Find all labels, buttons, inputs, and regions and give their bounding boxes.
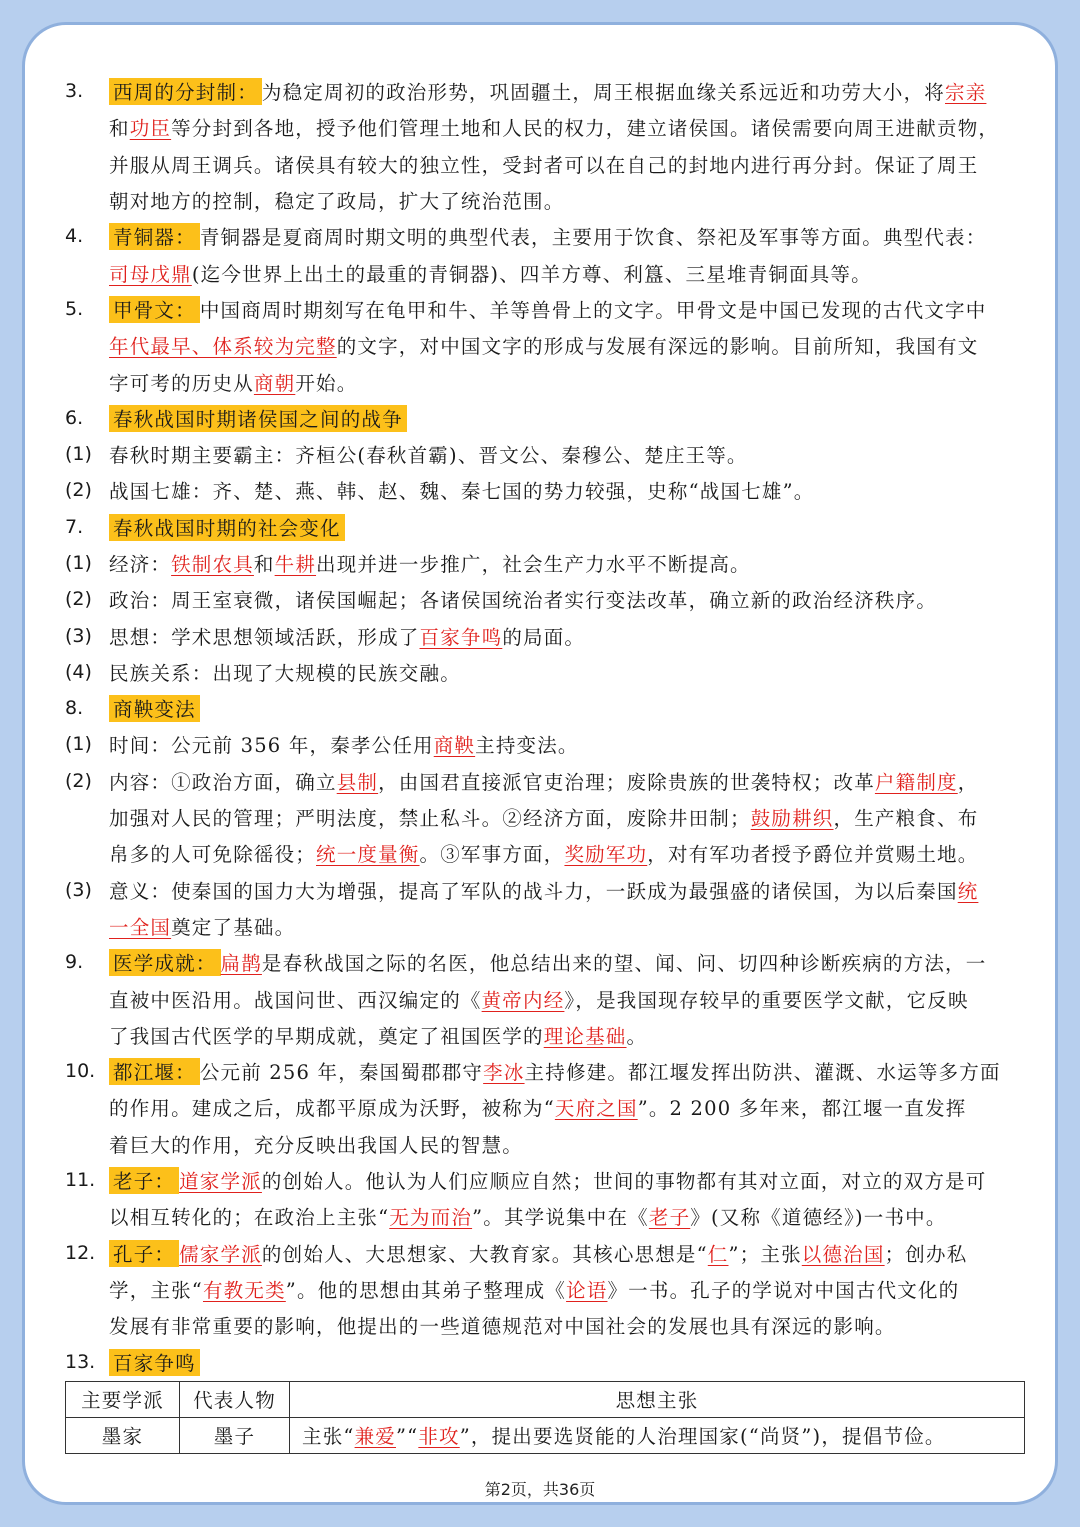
text: 的局面。 [502, 625, 586, 649]
item-number: 13. [65, 1350, 96, 1373]
text: 主持变法。 [475, 734, 579, 758]
table-header-cell: 代表人物 [180, 1381, 290, 1417]
document-page [22, 22, 1058, 1505]
keyword: 李冰 [483, 1061, 525, 1085]
keyword: 功臣 [129, 117, 172, 141]
text: 帛多的人可免除徭役； [109, 843, 317, 867]
text: 》一书。孔子的学说对中国古代文化的 [607, 1278, 960, 1302]
item-heading: 春秋战国时期诸侯国之间的战争 [109, 405, 407, 432]
item-number: 10. [65, 1060, 96, 1083]
item-12-line-3 [65, 1307, 1021, 1343]
text: (迄今世界上出土的最重的青铜器)、四羊方尊、利簋、三星堆青铜面具等。 [191, 262, 872, 286]
keyword: 奖励军功 [564, 843, 648, 867]
sub-number: (2) [65, 479, 92, 502]
item-number: 5. [65, 297, 84, 320]
text: 春秋时期主要霸主：齐桓公(春秋首霸)、晋文公、秦穆公、楚庄王等。 [109, 444, 748, 468]
item-5-line-1 [65, 291, 1021, 327]
schools-table [65, 1381, 1025, 1454]
table-cell-school: 墨家 [66, 1417, 180, 1453]
sub-number: (2) [65, 769, 92, 792]
item-heading: 孔子： [109, 1240, 179, 1267]
item-9-line-3 [65, 1017, 1021, 1053]
text: ”。他的思想由其弟子整理成《 [285, 1278, 567, 1302]
keyword: 一全国 [109, 915, 172, 939]
table-header-cell: 思想主张 [290, 1381, 1025, 1417]
keyword: 老子 [648, 1206, 691, 1230]
item-heading: 商鞅变法 [109, 695, 200, 722]
item-9-line-1 [65, 944, 1021, 980]
keyword: 仁 [707, 1242, 729, 1266]
keyword: 县制 [336, 770, 379, 794]
item-number: 11. [65, 1169, 96, 1192]
text: 是春秋战国之际的名医，他总结出来的望、闻、问、切四种诊断疾病的方法，一 [261, 952, 987, 976]
item-8-sub-2-line-2 [65, 799, 1021, 835]
item-8-sub-3-line-1 [65, 872, 1021, 908]
text: 意义：使秦国的国力大为增强，提高了军队的战斗力，一跃成为最强盛的诸侯国，为以后秦国 [109, 879, 958, 903]
keyword: 理论基础 [543, 1024, 627, 1048]
text: 经济： [109, 553, 172, 576]
item-heading: 医学成就： [109, 949, 221, 976]
text: 学，主张“ [109, 1278, 203, 1302]
item-number: 12. [65, 1241, 96, 1264]
keyword: 统一度量衡 [316, 843, 420, 867]
keyword: 鼓励耕织 [750, 807, 834, 831]
text: 的创始人。他认为人们应顺应自然；世间的事物都有其对立面，对立的双方是可 [261, 1170, 987, 1194]
table-cell-person: 墨子 [180, 1417, 290, 1453]
keyword: 兼爱 [354, 1425, 396, 1449]
item-heading: 甲骨文： [109, 296, 200, 323]
table-cell-idea [290, 1417, 1025, 1453]
item-number: 4. [65, 225, 84, 248]
text: ，对有军功者授予爵位并赏赐土地。 [647, 843, 979, 867]
item-8-sub-2-line-1 [65, 763, 1021, 799]
keyword: 统 [957, 879, 979, 903]
keyword: 百家争鸣 [419, 625, 503, 649]
keyword: 扁鹊 [220, 952, 262, 976]
keyword: 以德治国 [801, 1242, 885, 1266]
keyword: 论语 [566, 1278, 608, 1302]
page-content [65, 73, 1021, 1454]
text: 朝对地方的控制，稳定了政局，扩大了统治范围。 [109, 190, 565, 214]
item-11-line-2 [65, 1198, 1021, 1234]
item-7-heading [65, 509, 1021, 545]
item-10-line-2 [65, 1089, 1021, 1125]
item-8-heading [65, 690, 1021, 726]
text: 民族关系：出现了大规模的民族交融。 [109, 661, 461, 685]
item-number: 3. [65, 80, 84, 103]
item-8-sub-3-line-2 [65, 908, 1021, 944]
text: ，生产粮食、布 [833, 807, 979, 831]
keyword: 商鞅 [433, 734, 476, 758]
sub-number: (2) [65, 588, 92, 611]
text: 等分封到各地，授予他们管理土地和人民的权力，建立诸侯国。诸侯需要向周王进献贡物， [171, 117, 1000, 141]
text: 的文字，对中国文字的形成与发展有深远的影响。目前所知，我国有文 [336, 335, 979, 359]
text: ， [957, 770, 979, 794]
text: 的作用。建成之后，成都平原成为沃野，被称为“ [109, 1097, 555, 1121]
text: 和 [253, 553, 275, 576]
text: 加强对人民的管理；严明法度，禁止私斗。②经济方面，废除井田制； [109, 807, 751, 831]
keyword: 年代最早、体系较为完整 [109, 335, 337, 359]
sub-number: (4) [65, 660, 92, 683]
item-12-line-2 [65, 1271, 1021, 1307]
item-7-sub-2 [65, 581, 1021, 617]
item-heading: 都江堰： [109, 1058, 200, 1085]
text: 内容：①政治方面，确立 [109, 770, 337, 794]
text: ，由国君直接派官吏治理；废除贵族的世袭特权；改革 [378, 770, 875, 794]
text: 中国商周时期刻写在龟甲和牛、羊等兽骨上的文字。甲骨文是中国已发现的古代文字中 [199, 298, 987, 322]
sub-number: (3) [65, 624, 92, 647]
item-10-line-3 [65, 1126, 1021, 1162]
item-3-line-1 [65, 73, 1021, 109]
item-heading: 老子： [109, 1167, 179, 1194]
item-4-line-2 [65, 254, 1021, 290]
keyword: 有教无类 [202, 1278, 286, 1302]
item-7-sub-4 [65, 654, 1021, 690]
item-heading: 青铜器： [109, 223, 200, 250]
text: 以相互转化的；在政治上主张“ [109, 1206, 390, 1230]
sub-number: (1) [65, 733, 92, 756]
text: ”。2 200 多年来，都江堰一直发挥 [637, 1097, 967, 1121]
text: 》(又称《道德经》)一书中。 [690, 1206, 947, 1230]
item-4-line-1 [65, 218, 1021, 254]
item-number: 7. [65, 515, 84, 538]
table-row [66, 1417, 1025, 1453]
item-7-sub-3 [65, 617, 1021, 653]
item-number: 6. [65, 406, 84, 429]
text: ”“ [395, 1425, 419, 1449]
text: 着巨大的作用，充分反映出我国人民的智慧。 [109, 1133, 524, 1157]
item-heading: 春秋战国时期的社会变化 [109, 514, 345, 541]
text: ”，提出要选贤能的人治理国家(“尚贤”)，提倡节俭。 [459, 1425, 946, 1449]
item-number: 8. [65, 697, 84, 720]
keyword: 道家学派 [179, 1170, 262, 1194]
text: 。③军事方面， [419, 843, 565, 867]
item-number: 9. [65, 951, 84, 974]
text: 出现并进一步推广，社会生产力水平不断提高。 [316, 553, 751, 576]
keyword: 天府之国 [554, 1097, 638, 1121]
text: 》，是我国现存较早的重要医学文献，它反映 [564, 988, 969, 1012]
item-3-line-3 [65, 146, 1021, 182]
text: 主张“ [302, 1425, 355, 1449]
item-6-sub-1 [65, 436, 1021, 472]
page-footer: 第2页，共36页 [484, 1480, 596, 1499]
item-heading: 百家争鸣 [109, 1349, 200, 1376]
text: 开始。 [295, 371, 358, 395]
keyword: 非攻 [418, 1425, 460, 1449]
text: 公元前 256 年，秦国蜀郡郡守 [199, 1061, 484, 1085]
keyword: 户籍制度 [874, 770, 958, 794]
item-3-line-2 [65, 109, 1021, 145]
item-6-sub-2 [65, 472, 1021, 508]
keyword: 黄帝内经 [481, 988, 565, 1012]
item-12-line-1 [65, 1235, 1021, 1271]
text: 为稳定周初的政治形势，巩固疆土，周王根据血缘关系远近和功劳大小，将 [261, 81, 946, 105]
text: 政治：周王室衰微，诸侯国崛起；各诸侯国统治者实行变法改革，确立新的政治经济秩序。 [109, 589, 938, 613]
item-8-sub-2-line-3 [65, 835, 1021, 871]
text: 和 [109, 117, 130, 141]
text: 字可考的历史从 [109, 371, 254, 395]
item-heading: 西周的分封制： [109, 78, 262, 105]
text: 青铜器是夏商周时期文明的典型代表，主要用于饮食、祭祀及军事等方面。典型代表： [199, 226, 987, 250]
keyword: 商朝 [253, 371, 296, 395]
table-header-cell: 主要学派 [66, 1381, 180, 1417]
sub-number: (1) [65, 443, 92, 466]
table-header-row [66, 1381, 1025, 1417]
text: ；创办私 [884, 1242, 968, 1266]
item-5-line-2 [65, 327, 1021, 363]
keyword: 宗亲 [945, 81, 987, 105]
text: 了我国古代医学的早期成就，奠定了祖国医学的 [109, 1024, 544, 1048]
keyword: 铁制农具 [171, 553, 254, 576]
text: 发展有非常重要的影响，他提出的一些道德规范对中国社会的发展也具有深远的影响。 [109, 1315, 896, 1339]
text: 战国七雄：齐、楚、燕、韩、赵、魏、秦七国的势力较强，史称“战国七雄”。 [109, 480, 815, 504]
item-8-sub-1 [65, 726, 1021, 762]
item-11-line-1 [65, 1162, 1021, 1198]
sub-number: (1) [65, 552, 92, 574]
text: ”。其学说集中在《 [472, 1206, 649, 1230]
item-9-line-2 [65, 980, 1021, 1016]
text: 思想：学术思想领域活跃，形成了 [109, 625, 420, 649]
keyword: 无为而治 [389, 1206, 473, 1230]
text: 主持修建。都江堰发挥出防洪、灌溉、水运等多方面 [524, 1061, 1001, 1085]
item-10-line-1 [65, 1053, 1021, 1089]
keyword: 司母戊鼎 [109, 262, 192, 286]
text: ”；主张 [728, 1242, 802, 1266]
item-3-line-4 [65, 182, 1021, 218]
text: 。 [626, 1024, 648, 1048]
item-13-heading [65, 1343, 1021, 1379]
text: 直被中医沿用。战国问世、西汉编定的《 [109, 988, 482, 1012]
sub-number: (3) [65, 878, 92, 901]
text: 的创始人、大思想家、大教育家。其核心思想是“ [261, 1242, 708, 1266]
item-6-heading [65, 400, 1021, 436]
item-5-line-3 [65, 363, 1021, 399]
keyword: 儒家学派 [179, 1242, 262, 1266]
text: 时间：公元前 356 年，秦孝公任用 [109, 734, 434, 758]
keyword: 牛耕 [274, 553, 317, 576]
text: 并服从周王调兵。诸侯具有较大的独立性，受封者可以在自己的封地内进行再分封。保证了周王 [109, 153, 979, 177]
text: 奠定了基础。 [171, 915, 296, 939]
item-7-sub-1 [65, 545, 1021, 581]
